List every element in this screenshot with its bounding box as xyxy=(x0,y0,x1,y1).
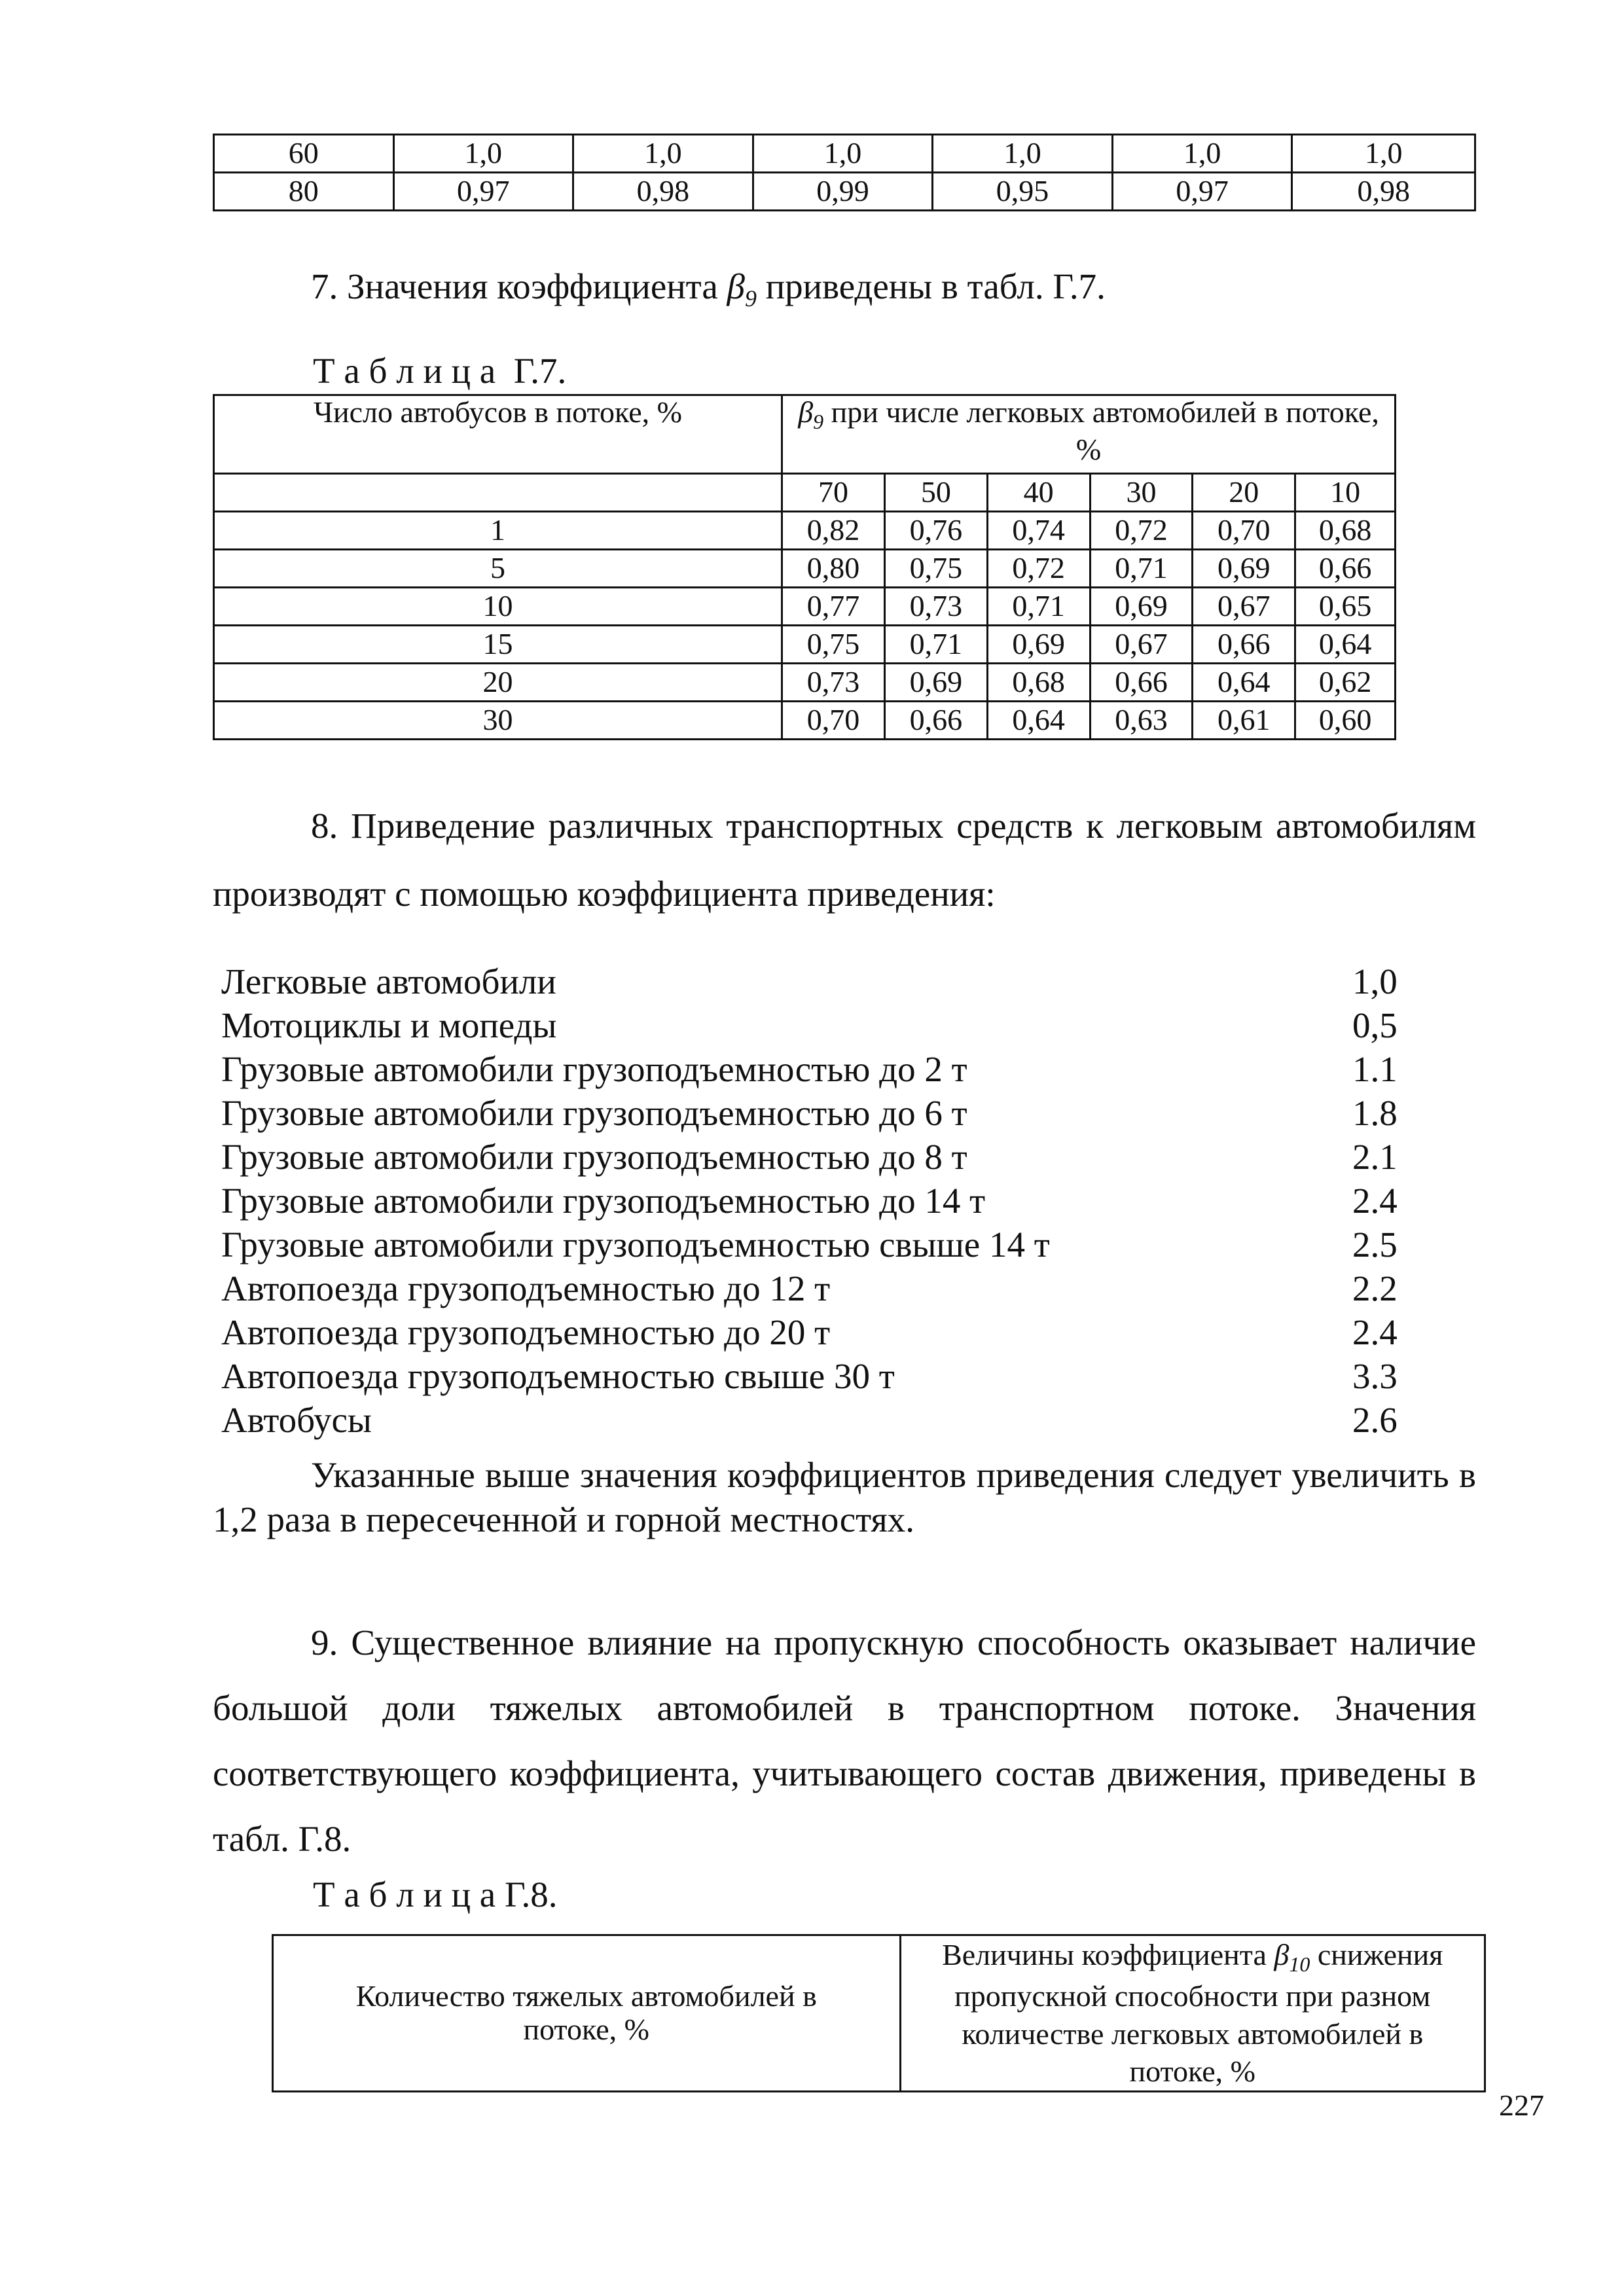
table7-subheader-cell: 10 xyxy=(1295,474,1396,512)
coefficient-value: 2.2 xyxy=(1352,1268,1398,1308)
top-table xyxy=(213,134,1476,211)
table7-row xyxy=(214,702,1396,740)
table7-value-cell: 0,67 xyxy=(1090,626,1193,664)
table7-buses-cell: 10 xyxy=(214,588,782,626)
table7-value-cell: 0,62 xyxy=(1295,664,1396,702)
table7-subheader-cell: 70 xyxy=(782,474,885,512)
top-table-cell: 0,97 xyxy=(393,173,573,211)
top-table-cell: 1,0 xyxy=(753,135,933,173)
top-table-cell: 1,0 xyxy=(1112,135,1292,173)
table8-col1-header: Количество тяжелых автомобилей в потоке, % xyxy=(273,1935,901,2092)
table7 xyxy=(213,394,1396,740)
table7-body xyxy=(214,395,1396,740)
section7-text xyxy=(311,268,1489,310)
table7-value-cell: 0,69 xyxy=(1090,588,1193,626)
top-table-cell: 0,97 xyxy=(1112,173,1292,211)
top-table-cell: 60 xyxy=(214,135,394,173)
table7-value-cell: 0,64 xyxy=(987,702,1090,740)
coefficient-value: 1,0 xyxy=(1352,961,1398,1001)
table7-subheader-cell: 30 xyxy=(1090,474,1193,512)
top-table-cell: 0,95 xyxy=(933,173,1113,211)
table7-row xyxy=(214,588,1396,626)
table7-subheader-row xyxy=(214,474,1396,512)
coefficient-row xyxy=(221,1268,1399,1312)
table7-value-cell: 0,65 xyxy=(1295,588,1396,626)
table7-value-cell: 0,70 xyxy=(1193,512,1295,550)
section7-text-after: приведены в табл. Г.7. xyxy=(756,266,1106,306)
coefficient-value: 2.4 xyxy=(1352,1181,1398,1221)
section9-paragraph: 9. Существенное влияние на пропускную способность оказывает наличие большой доли тяжелых автомобилей в транспортном потоке. Значения соответствующего коэффициента, учитывающего состав движения, приведены в табл. Г.8. xyxy=(213,1623,1476,1859)
top-table-row xyxy=(214,173,1475,211)
coefficient-name: Автопоезда грузоподъемностью до 12 т xyxy=(221,1268,831,1308)
table7-value-cell: 0,77 xyxy=(782,588,885,626)
section7-text-before: 7. Значения коэффициента xyxy=(311,266,727,306)
beta9-header-subscript: 9 xyxy=(813,410,824,434)
table7-value-cell: 0,69 xyxy=(884,664,987,702)
coefficient-value: 2.5 xyxy=(1352,1225,1398,1265)
table8-col2-header xyxy=(900,1935,1485,2092)
table7-value-cell: 0,73 xyxy=(782,664,885,702)
coefficient-row xyxy=(221,1136,1399,1180)
table8-caption: Т а б л и ц а Г.8. xyxy=(313,1874,558,1914)
table7-row xyxy=(214,626,1396,664)
coefficient-row xyxy=(221,961,1399,1005)
table8-col2-text-before: Величины коэффициента xyxy=(942,1938,1274,1971)
coefficient-row xyxy=(221,1180,1399,1224)
coefficient-row xyxy=(221,1224,1399,1268)
table7-value-cell: 0,74 xyxy=(987,512,1090,550)
table7-value-cell: 0,80 xyxy=(782,550,885,588)
coefficient-name: Автопоезда грузоподъемностью свыше 30 т xyxy=(221,1356,895,1396)
top-table-cell: 0,98 xyxy=(1292,173,1475,211)
table7-buses-cell: 5 xyxy=(214,550,782,588)
table7-subheader-cell: 50 xyxy=(884,474,987,512)
table7-value-cell: 0,60 xyxy=(1295,702,1396,740)
table7-value-cell: 0,67 xyxy=(1193,588,1295,626)
table7-buses-cell: 30 xyxy=(214,702,782,740)
table7-row xyxy=(214,550,1396,588)
table7-value-cell: 0,69 xyxy=(1193,550,1295,588)
coefficient-name: Грузовые автомобили грузоподъемностью свыше 14 т xyxy=(221,1225,1050,1265)
table7-value-cell: 0,72 xyxy=(1090,512,1193,550)
table7-value-cell: 0,69 xyxy=(987,626,1090,664)
coefficient-row xyxy=(221,1312,1399,1355)
table7-col1-header: Число автобусов в потоке, % xyxy=(214,395,782,474)
coefficient-name: Грузовые автомобили грузоподъемностью до 2 т xyxy=(221,1049,967,1089)
table7-caption: Т а б л и ц а Г.7. xyxy=(313,351,567,391)
beta9-header-symbol: β xyxy=(798,395,814,429)
table7-buses-cell: 1 xyxy=(214,512,782,550)
coefficient-name: Автобусы xyxy=(221,1400,372,1440)
top-table-cell: 80 xyxy=(214,173,394,211)
coefficient-name: Мотоциклы и мопеды xyxy=(221,1005,557,1045)
table7-value-cell: 0,72 xyxy=(987,550,1090,588)
table7-value-cell: 0,66 xyxy=(1193,626,1295,664)
beta10-subscript: 10 xyxy=(1289,1952,1310,1977)
coefficient-value: 2.1 xyxy=(1352,1137,1398,1177)
coefficient-name: Грузовые автомобили грузоподъемностью до 14 т xyxy=(221,1181,986,1221)
table7-value-cell: 0,75 xyxy=(782,626,885,664)
coefficient-name: Грузовые автомобили грузоподъемностью до 6 т xyxy=(221,1093,967,1133)
table7-col2-header xyxy=(782,395,1396,474)
top-table-cell: 1,0 xyxy=(933,135,1113,173)
coefficient-value: 1.8 xyxy=(1352,1093,1398,1133)
coefficient-value: 1.1 xyxy=(1352,1049,1398,1089)
section8-paragraph: 8. Приведение различных транспортных средств к легковым автомобилям производят с помощью коэффициента приведения: xyxy=(213,806,1476,914)
table7-value-cell: 0,75 xyxy=(884,550,987,588)
top-table-cell: 1,0 xyxy=(1292,135,1475,173)
table7-subheader-empty xyxy=(214,474,782,512)
table7-row xyxy=(214,664,1396,702)
table7-buses-cell: 15 xyxy=(214,626,782,664)
coefficient-row xyxy=(221,1005,1399,1049)
table7-value-cell: 0,68 xyxy=(1295,512,1396,550)
coefficient-name: Автопоезда грузоподъемностью до 20 т xyxy=(221,1312,831,1352)
table7-value-cell: 0,64 xyxy=(1295,626,1396,664)
table7-subheader-cell: 20 xyxy=(1193,474,1295,512)
beta9-symbol: β xyxy=(727,266,745,306)
table7-value-cell: 0,70 xyxy=(782,702,885,740)
top-table-cell: 1,0 xyxy=(573,135,753,173)
table7-value-cell: 0,66 xyxy=(1090,664,1193,702)
table7-value-cell: 0,82 xyxy=(782,512,885,550)
coefficient-value: 2.4 xyxy=(1352,1312,1398,1352)
coefficient-value: 3.3 xyxy=(1352,1356,1398,1396)
table7-col2-header-text: при числе легковых автомобилей в потоке, % xyxy=(823,395,1379,467)
page-number: 227 xyxy=(1499,2089,1544,2122)
coefficient-row xyxy=(221,1355,1399,1399)
top-table-body xyxy=(214,135,1475,211)
coefficient-name: Легковые автомобили xyxy=(221,961,556,1001)
table7-value-cell: 0,66 xyxy=(1295,550,1396,588)
table7-value-cell: 0,71 xyxy=(987,588,1090,626)
table7-value-cell: 0,61 xyxy=(1193,702,1295,740)
table8 xyxy=(272,1934,1486,2092)
top-table-cell: 1,0 xyxy=(393,135,573,173)
table7-value-cell: 0,76 xyxy=(884,512,987,550)
coefficient-value: 2.6 xyxy=(1352,1400,1398,1440)
section8-note: Указанные выше значения коэффициентов приведения следует увеличить в 1,2 раза в пересеченной и горной местностях. xyxy=(213,1455,1476,1539)
table7-header-row xyxy=(214,395,1396,474)
top-table-cell: 0,98 xyxy=(573,173,753,211)
table7-value-cell: 0,66 xyxy=(884,702,987,740)
coefficient-row xyxy=(221,1092,1399,1136)
table7-subheader-cell: 40 xyxy=(987,474,1090,512)
top-table-row xyxy=(214,135,1475,173)
table7-value-cell: 0,71 xyxy=(1090,550,1193,588)
top-table-cell: 0,99 xyxy=(753,173,933,211)
table7-value-cell: 0,73 xyxy=(884,588,987,626)
beta10-symbol: β xyxy=(1274,1938,1290,1971)
table8-col2-text-after: снижения пропускной способности при разном количестве легковых автомобилей в потоке, % xyxy=(954,1938,1443,2089)
table7-row xyxy=(214,512,1396,550)
coefficient-row xyxy=(221,1049,1399,1092)
table7-value-cell: 0,71 xyxy=(884,626,987,664)
coefficient-name: Грузовые автомобили грузоподъемностью до 8 т xyxy=(221,1137,967,1177)
coefficient-row xyxy=(221,1399,1399,1443)
table7-value-cell: 0,63 xyxy=(1090,702,1193,740)
table8-header-row xyxy=(273,1935,1485,2092)
coefficient-value: 0,5 xyxy=(1352,1005,1398,1045)
table7-buses-cell: 20 xyxy=(214,664,782,702)
table7-value-cell: 0,68 xyxy=(987,664,1090,702)
beta9-subscript: 9 xyxy=(744,285,757,312)
table7-value-cell: 0,64 xyxy=(1193,664,1295,702)
